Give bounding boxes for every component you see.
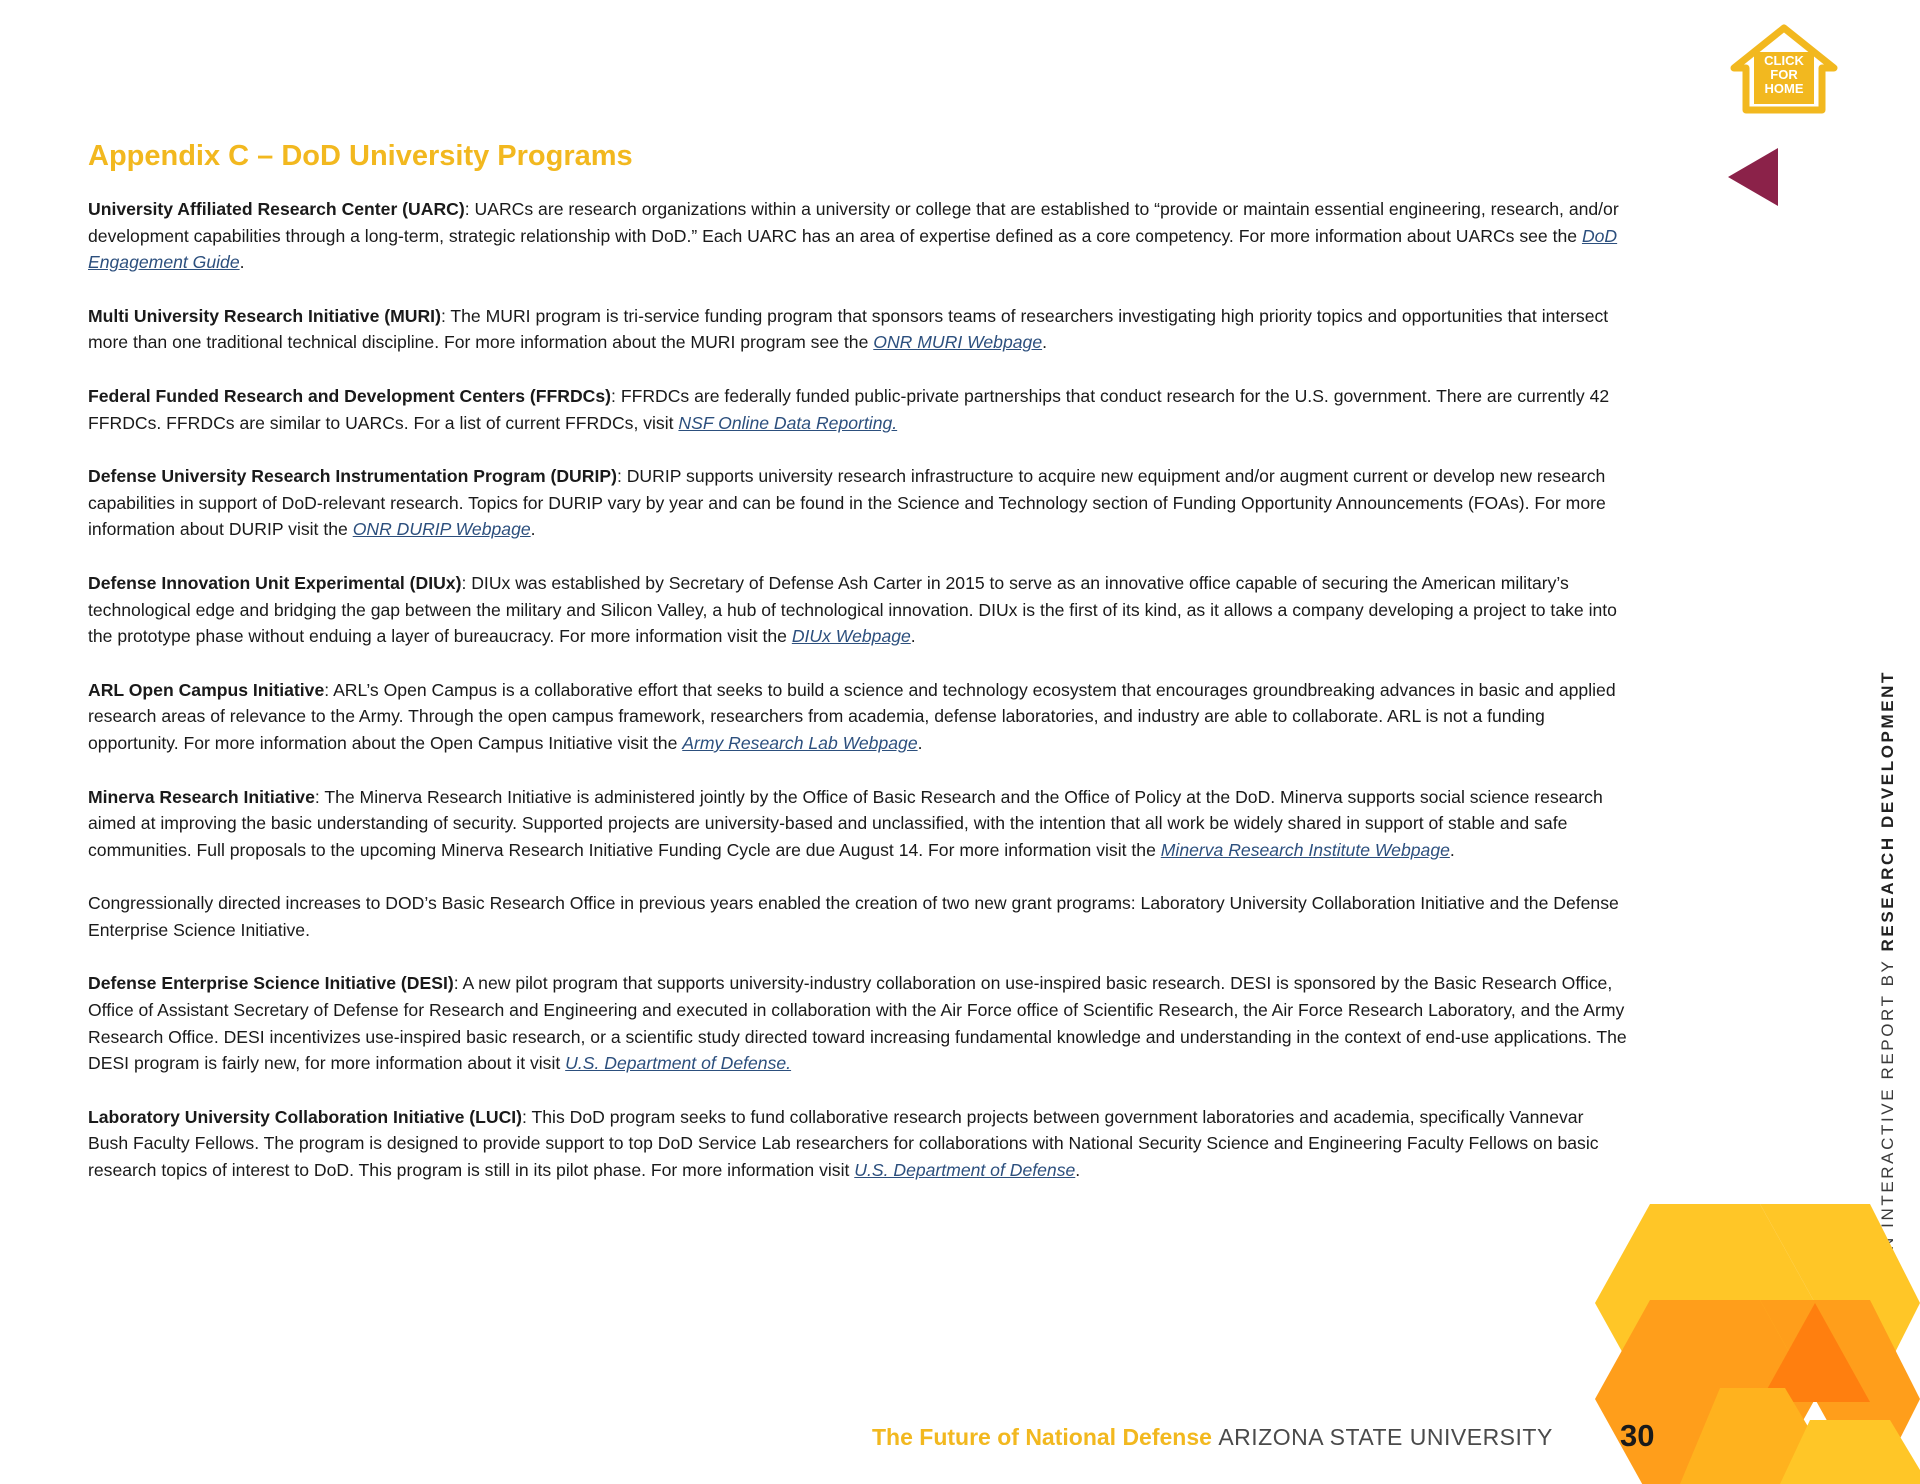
footer-report-title: The Future of National Defense (872, 1424, 1212, 1450)
side-label-strong: RESEARCH DEVELOPMENT (1878, 669, 1897, 952)
program-description: : The Minerva Research Initiative is administered jointly by the Office of Basic Research and the Office of Policy at the DoD. Minerva supports social science research aimed at improving the basic understanding of security. Supported projects are university-based and unclassified, with the intention that all work be widely shared in support of stable and safe communities. Full proposals to the upcoming Minerva Research Initiative Funding Cycle are due August 14. For more information visit the (88, 786, 1603, 860)
program-term: Multi University Research Initiative (MURI) (88, 305, 441, 326)
program-link[interactable]: U.S. Department of Defense. (565, 1053, 792, 1074)
program-tail: . (917, 732, 923, 753)
footer-university: ARIZONA STATE UNIVERSITY (1218, 1424, 1553, 1450)
program-paragraph (88, 784, 1628, 864)
program-description: : FFRDCs are federally funded public-private partnerships that conduct research for the U.S. government. There are currently 42 FFRDCs. FFRDCs are similar to UARCs. For a list of current FFRDCs, visit (88, 385, 1610, 433)
program-paragraph (88, 677, 1628, 757)
program-tail: . (910, 626, 916, 647)
program-term: Defense Innovation Unit Experimental (DIUx) (88, 572, 462, 593)
program-description: : DIUx was established by Secretary of Defense Ash Carter in 2015 to serve as an innovative office capable of securing the American military’s technological edge and bridging the gap between the military and Silicon Valley, a hub of technological innovation. DIUx is the first of its kind, as it allows a company developing a project to take into the prototype phase without enduing a layer of bureaucracy. For more information visit the (88, 572, 1617, 647)
program-description: : A new pilot program that supports university-industry collaboration on use-inspired basic research. DESI is sponsored by the Basic Research Office, Office of Assistant Secretary of Defense for Research and Engineering and executed in collaboration with the Air Force office of Scientific Research, the Air Force Research Laboratory, and the Army Research Office. DESI incentivizes use-inspired basic research, or a scientific study directed toward increasing fundamental knowledge and understanding in the context of end-use applications. The DESI program is fairly new, for more information about it visit (88, 973, 1627, 1074)
program-link[interactable]: DIUx Webpage (791, 626, 911, 647)
program-tail: . (530, 519, 536, 540)
program-description: : The MURI program is tri-service funding program that sponsors teams of researchers investigating high priority topics and opportunities that intersect more than one traditional technical discipline. For more information about the MURI program see the (88, 305, 1609, 353)
program-term: ARL Open Campus Initiative (88, 679, 325, 700)
program-paragraph (88, 463, 1628, 543)
program-tail: . (1042, 332, 1047, 353)
page-title: Appendix C – DoD University Programs (88, 140, 633, 172)
program-term: Defense Enterprise Science Initiative (DESI) (88, 973, 454, 994)
program-link[interactable]: DoD Engagement Guide (88, 225, 1618, 273)
program-term: University Affiliated Research Center (UARC) (88, 199, 465, 219)
program-paragraph (88, 1104, 1628, 1184)
triangle-left-icon (1726, 146, 1780, 208)
program-term: Federal Funded Research and Development Centers (FFRDCs) (88, 385, 612, 406)
home-button[interactable] (1728, 24, 1840, 116)
program-term: Laboratory University Collaboration Initiative (LUCI) (88, 1106, 523, 1127)
footer (872, 1424, 1553, 1451)
page-number: 30 (1620, 1418, 1655, 1453)
side-report-label (1878, 670, 1898, 1264)
hexagon-decoration (1560, 1180, 1920, 1484)
side-label-prefix: AN INTERACTIVE REPORT BY (1878, 951, 1897, 1264)
program-paragraph (88, 890, 1628, 943)
program-link[interactable]: ONR DURIP Webpage (352, 519, 531, 540)
program-paragraph (88, 970, 1628, 1076)
program-paragraph (88, 196, 1628, 276)
program-tail: . (239, 252, 245, 273)
program-link[interactable]: NSF Online Data Reporting. (678, 412, 898, 433)
program-tail: . (1075, 1160, 1081, 1181)
program-term: Defense University Research Instrumentation Program (DURIP) (88, 466, 617, 487)
program-description: : This DoD program seeks to fund collaborative research projects between government laboratories and academia, specifically Vannevar Bush Faculty Fellows. The program is designed to provide support to top DoD Service Lab researchers for collaborations with National Security Science and Engineering Faculty Fellows on basic research topics of interest to DoD. This program is still in its pilot phase. For more information visit (88, 1106, 1599, 1181)
program-description: Congressionally directed increases to DOD’s Basic Research Office in previous years enabled the creation of two new grant programs: Laboratory University Collaboration Initiative and the Defense Enterprise Science Initiative. (88, 893, 1619, 940)
program-link[interactable]: ONR MURI Webpage (873, 332, 1043, 353)
back-button[interactable] (1726, 146, 1780, 208)
program-paragraph (88, 570, 1628, 650)
home-button-label: CLICK FOR HOME (1764, 53, 1804, 96)
program-link[interactable]: U.S. Department of Defense (854, 1160, 1076, 1181)
program-description: : UARCs are research organizations within a university or college that are established to “provide or maintain essential engineering, research, and/or development capabilities through a long-term, strategic relationship with DoD.” Each UARC has an area of expertise defined as a core competency. For more information about UARCs see the (88, 199, 1619, 246)
program-description: : ARL’s Open Campus is a collaborative effort that seeks to build a science and technology ecosystem that encourages groundbreaking advances in basic and applied research areas of relevance to the Army. Through the open campus framework, researchers from academia, defense laboratories, and industry are able to collaborate. ARL is not a funding opportunity. For more information about the Open Campus Initiative visit the (88, 679, 1616, 753)
program-link[interactable]: Army Research Lab Webpage (682, 732, 918, 753)
appendix-body (88, 196, 1628, 1211)
program-paragraph (88, 383, 1628, 436)
program-tail: . (1449, 839, 1455, 860)
program-description: : DURIP supports university research infrastructure to acquire new equipment and/or augment current or develop new research capabilities in support of DoD-relevant research. Topics for DURIP vary by year and can be found in the Science and Technology section of Funding Opportunity Announcements (FOAs). For more information about DURIP visit the (88, 466, 1606, 540)
program-term: Minerva Research Initiative (88, 786, 315, 807)
program-paragraph (88, 303, 1628, 356)
program-link[interactable]: Minerva Research Institute Webpage (1160, 839, 1450, 860)
